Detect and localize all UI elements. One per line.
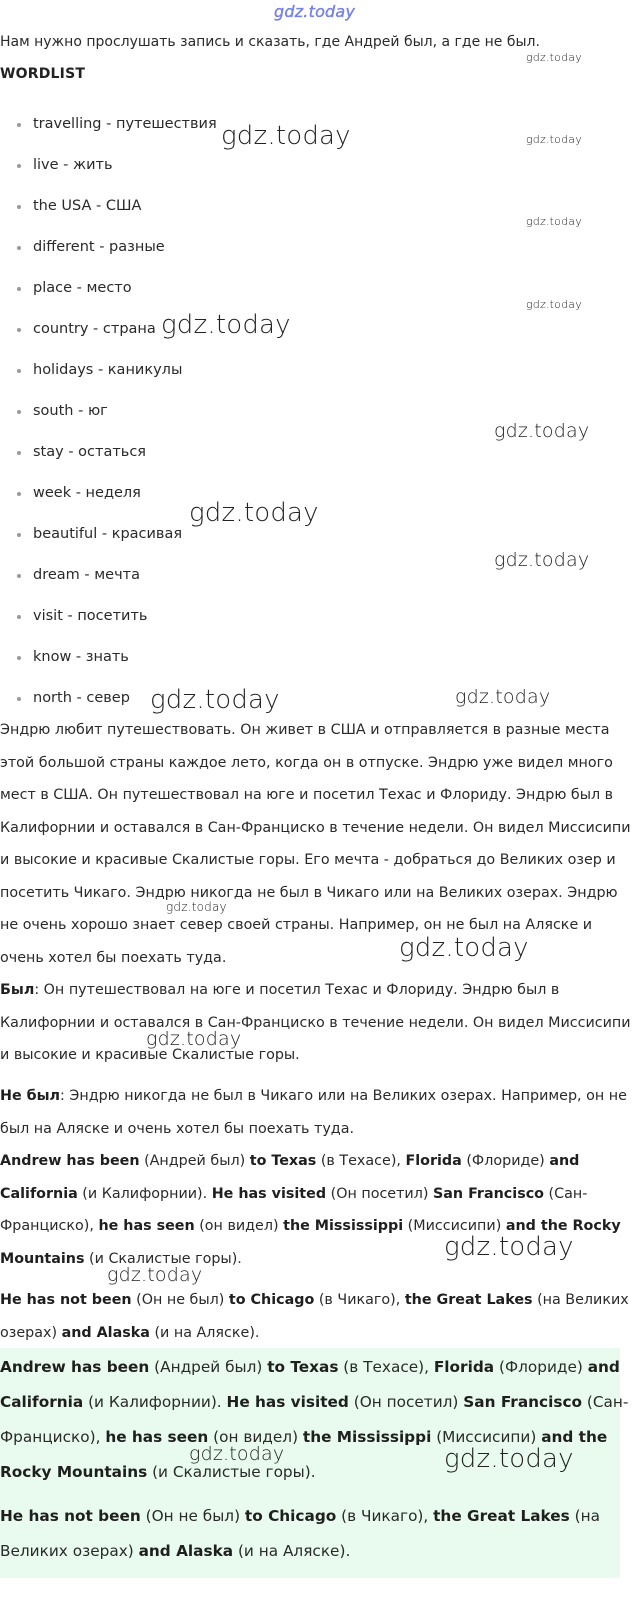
watermark: gdz.today [494, 420, 590, 442]
watermark: gdz.today [526, 133, 582, 146]
watermark: gdz.today [399, 933, 529, 963]
wordlist-item: week - неделя [0, 479, 632, 520]
bullet-icon [17, 328, 21, 332]
bullet-icon [17, 287, 21, 291]
answer-has-not-been-highlighted: He has not been (Он не был) to Chicago (в Чикаго), the Great Lakes (на Великих озерах) and Alaska (и на Аляске). [0, 1507, 600, 1560]
wordlist-item: live - жить [0, 151, 632, 192]
bullet-icon [17, 451, 21, 455]
was-paragraph [0, 974, 632, 1072]
watermark: gdz.today [444, 1232, 574, 1262]
wasnot-label: Не был [0, 1088, 61, 1104]
watermark: gdz.today [526, 298, 582, 311]
watermark: gdz.today [166, 900, 227, 914]
intro-text: Нам нужно прослушать запись и сказать, где Андрей был, а где не был. [0, 34, 540, 50]
watermark: gdz.today [494, 549, 590, 571]
watermark: gdz.today [526, 215, 582, 228]
answer-has-been-highlighted: Andrew has been (Андрей был) to Texas (в Техасе), Florida (Флориде) and California (и Калифорнии). He has visited (Он посетил) San Francisco (Сан-Франциско), he has seen (он видел) the Mississippi (Миссисипи) and the Rocky Mountains (и Скалистые горы). [0, 1358, 629, 1481]
answer-has-not-been: He has not been (Он не был) to Chicago (в Чикаго), the Great Lakes (на Великих озерах) and Alaska (и на Аляске). [0, 1292, 629, 1341]
wordlist-item: stay - остаться [0, 438, 632, 479]
bullet-icon [17, 533, 21, 537]
watermark: gdz.today [455, 686, 551, 708]
bullet-icon [17, 205, 21, 209]
watermark: gdz.today [146, 1028, 242, 1050]
wordlist [0, 110, 632, 725]
watermark: gdz.today [189, 498, 319, 528]
bullet-icon [17, 410, 21, 414]
wordlist-item: visit - посетить [0, 602, 632, 643]
wordlist-item: different - разные [0, 233, 632, 274]
bullet-icon [17, 615, 21, 619]
bullet-icon [17, 574, 21, 578]
wasnot-paragraph [0, 1080, 632, 1145]
bullet-icon [17, 656, 21, 660]
wordlist-item: place - место [0, 274, 632, 315]
wordlist-item: dream - мечта [0, 561, 632, 602]
bullet-icon [17, 697, 21, 701]
story-paragraph: Эндрю любит путешествовать. Он живет в США и отправляется в разные места этой большой страны каждое лето, когда он в отпуске. Эндрю уже видел много мест в США. Он путешествовал на юге и посетил Техас и Флориду. Эндрю был в Калифорнии и оставался в Сан-Франциско в течение недели. Он видел Миссисипи и высокие и красивые Скалистые горы. Его мечта - добраться до Великих озер и посетить Чикаго. Эндрю никогда не был в Чикаго или на Великих озерах. Эндрю не очень хорошо знает север своей страны. Например, он не был на Аляске и очень хотел бы поехать туда. [0, 722, 631, 966]
wordlist-item: the USA - США [0, 192, 632, 233]
wordlist-item: country - страна [0, 315, 632, 356]
bullet-icon [17, 164, 21, 168]
watermark-top: gdz.today [274, 2, 356, 21]
wordlist-item: beautiful - красивая [0, 520, 632, 561]
bullet-icon [17, 369, 21, 373]
watermark: gdz.today [526, 51, 582, 64]
watermark: gdz.today [221, 121, 351, 151]
watermark: gdz.today [107, 1264, 203, 1286]
watermark: gdz.today [189, 1443, 285, 1465]
wordlist-item: south - юг [0, 397, 632, 438]
wasnot-text: : Эндрю никогда не был в Чикаго или на Великих озерах. Например, он не был на Аляске и очень хотел бы поехать туда. [0, 1088, 627, 1137]
wordlist-item: holidays - каникулы [0, 356, 632, 397]
watermark: gdz.today [161, 310, 291, 340]
bullet-icon [17, 246, 21, 250]
wordlist-item: know - знать [0, 643, 632, 684]
was-text: : Он путешествовал на юге и посетил Техас и Флориду. Эндрю был в Калифорнии и оставался в Сан-Франциско в течение недели. Он видел Миссисипи и высокие и красивые Скалистые горы. [0, 982, 631, 1063]
watermark: gdz.today [444, 1444, 574, 1474]
watermark: gdz.today [150, 685, 280, 715]
was-label: Был [0, 982, 35, 998]
bullet-icon [17, 492, 21, 496]
bullet-icon [17, 123, 21, 127]
wordlist-heading: WORDLIST [0, 66, 86, 82]
wordlist-item: north - север [0, 684, 632, 725]
wordlist-item: travelling - путешествия [0, 110, 632, 151]
answer-has-been: Andrew has been (Андрей был) to Texas (в Техасе), Florida (Флориде) and California (и Калифорнии). He has visited (Он посетил) San Francisco (Сан-Франциско), he has seen (он видел) the Mississippi (Миссисипи) and the Rocky Mountains (и Скалистые горы). [0, 1153, 621, 1267]
